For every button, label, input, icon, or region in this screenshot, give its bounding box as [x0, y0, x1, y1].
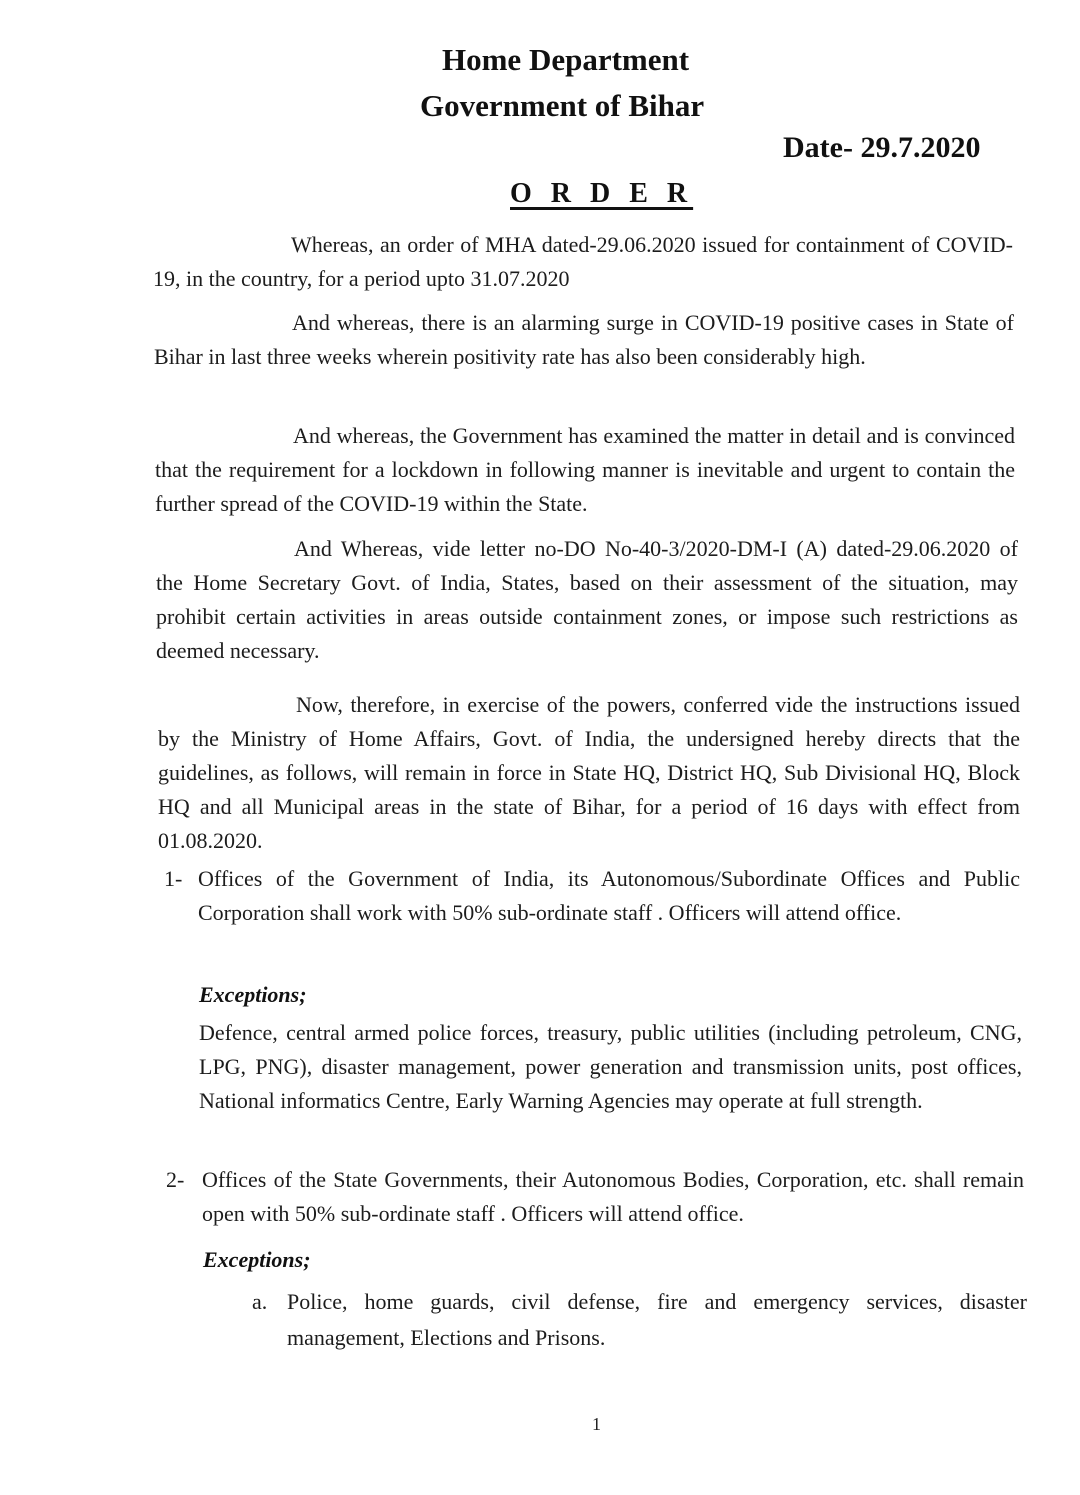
- order-title: O R D E R: [510, 178, 694, 209]
- preamble-paragraph-3: And whereas, the Government has examined the matter in detail and is convinced that the requirement for a lockdown in following manner is inevitable and urgent to contain the further spread of the COVID-19 within the State.: [155, 423, 1015, 516]
- government-heading: Government of Bihar: [420, 88, 705, 123]
- sub-item-text: Police, home guards, civil defense, fire and emergency services, disaster management, Elections and Prisons.: [287, 1289, 1027, 1350]
- exceptions-text-1: Defence, central armed police forces, treasury, public utilities (including petroleum, CNG, LPG, PNG), disaster management, power generation and transmission units, post offices, National informatics Centre, Early Warning Agencies may operate at full strength.: [199, 1020, 1022, 1113]
- page-number: 1: [592, 1414, 601, 1434]
- item-text: Offices of the Government of India, its Autonomous/Subordinate Offices and Public Corporation shall work with 50% sub-ordinate staff . Officers will attend office.: [198, 866, 1020, 925]
- directive-paragraph: Now, therefore, in exercise of the powers, conferred vide the instructions issued by the Ministry of Home Affairs, Govt. of India, the undersigned hereby directs that the guidelines, as follows, will remain in force in State HQ, District HQ, Sub Divisional HQ, Block HQ and all Municipal areas in the state of Bihar, for a period of 16 days with effect from 01.08.2020.: [158, 692, 1020, 853]
- sub-item-label: a.: [252, 1289, 268, 1314]
- department-heading: Home Department: [442, 42, 690, 77]
- item-number: 1-: [164, 866, 183, 891]
- preamble-paragraph-4: And Whereas, vide letter no-DO No-40-3/2020-DM-I (A) dated-29.06.2020 of the Home Secretary Govt. of India, States, based on their assessment of the situation, may prohibit certain activities in areas outside containment zones, or impose such restrictions as deemed necessary.: [156, 536, 1018, 663]
- preamble-paragraph-1: Whereas, an order of MHA dated-29.06.2020 issued for containment of COVID-19, in the country, for a period upto 31.07.2020: [153, 232, 1013, 291]
- preamble-paragraph-2: And whereas, there is an alarming surge in COVID-19 positive cases in State of Bihar in last three weeks wherein positivity rate has also been considerably high.: [154, 310, 1014, 369]
- order-date: Date- 29.7.2020: [783, 131, 981, 164]
- item-text: Offices of the State Governments, their Autonomous Bodies, Corporation, etc. shall remain open with 50% sub-ordinate staff . Officers will attend office.: [202, 1167, 1024, 1226]
- exceptions-label-1: Exceptions;: [199, 982, 307, 1007]
- exceptions-label-2: Exceptions;: [203, 1247, 311, 1272]
- item-number: 2-: [166, 1167, 185, 1192]
